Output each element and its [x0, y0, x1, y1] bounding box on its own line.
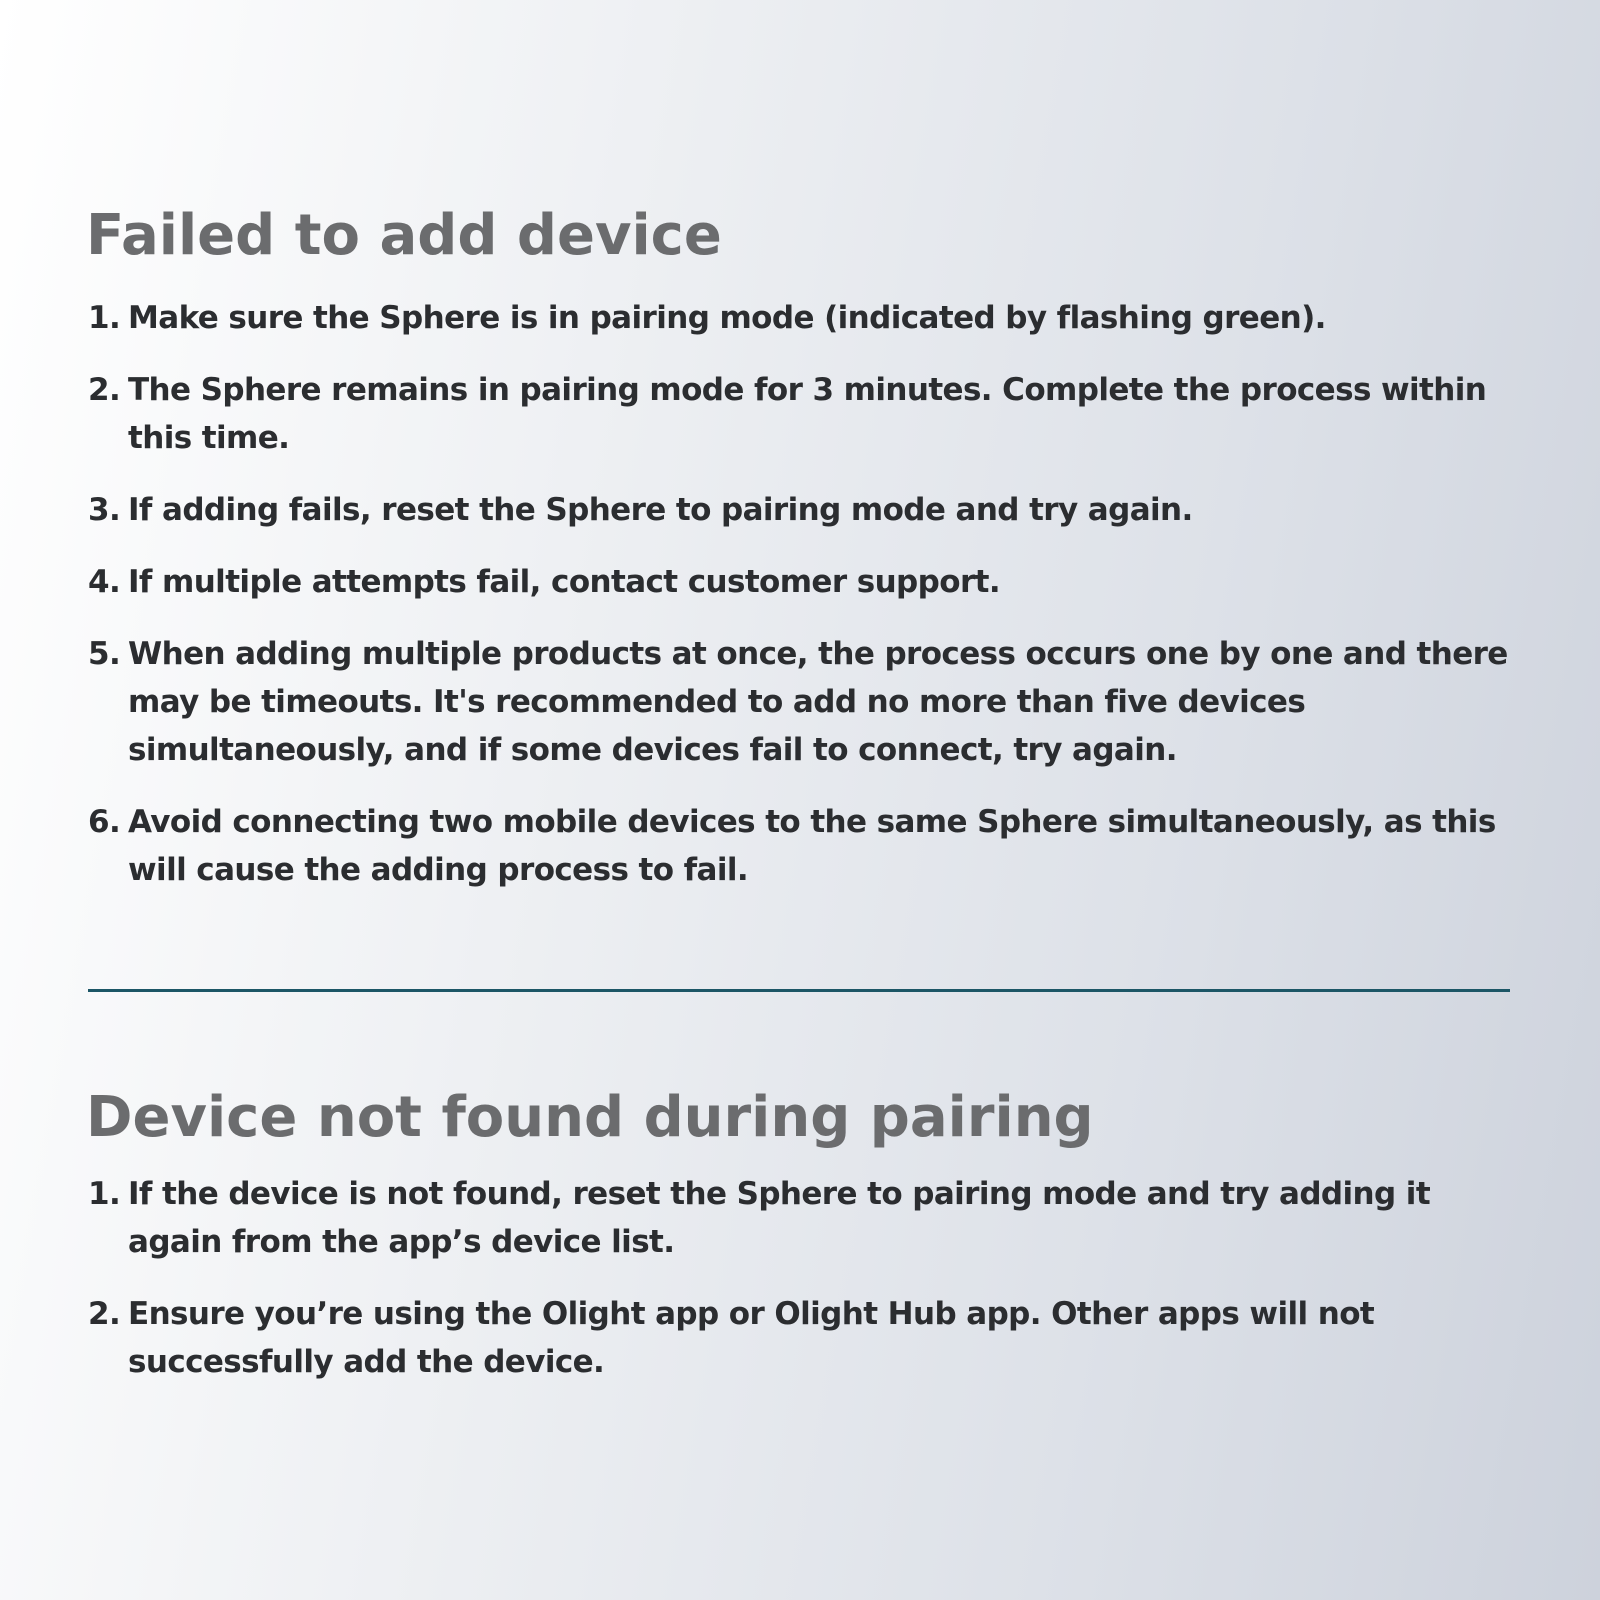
step-text: The Sphere remains in pairing mode for 3 minutes. Complete the process within this time. — [128, 372, 1487, 456]
section-title-failed-to-add: Failed to add device — [86, 203, 722, 268]
step-number: 1. — [88, 300, 121, 336]
step-number: 5. — [88, 636, 121, 672]
troubleshooting-page — [88, 0, 1512, 1600]
step-text: Ensure you’re using the Olight app or Olight Hub app. Other apps will not successfully add the device. — [128, 1296, 1375, 1380]
step-text: Make sure the Sphere is in pairing mode (indicated by flashing green). — [128, 300, 1326, 336]
section-title-device-not-found: Device not found during pairing — [86, 1085, 1094, 1150]
step-number: 6. — [88, 804, 121, 840]
step-text: If the device is not found, reset the Sphere to pairing mode and try adding it again from the app’s device list. — [128, 1176, 1431, 1260]
list-item — [88, 366, 1528, 462]
step-text: Avoid connecting two mobile devices to the same Sphere simultaneously, as this will cause the adding process to fail. — [128, 804, 1496, 888]
step-text: If adding fails, reset the Sphere to pairing mode and try again. — [128, 492, 1193, 528]
list-item — [88, 630, 1528, 774]
step-text: When adding multiple products at once, the process occurs one by one and there may be timeouts. It's recommended to add no more than five devices simultaneously, and if some devices fail to connect, try again. — [128, 636, 1508, 768]
step-number: 4. — [88, 564, 121, 600]
section-divider — [88, 989, 1510, 992]
list-item — [88, 1290, 1528, 1386]
device-not-found-steps — [88, 1170, 1528, 1410]
list-item — [88, 294, 1528, 342]
list-item — [88, 558, 1528, 606]
step-number: 1. — [88, 1176, 121, 1212]
list-item — [88, 486, 1528, 534]
step-number: 3. — [88, 492, 121, 528]
step-number: 2. — [88, 372, 121, 408]
failed-to-add-steps — [88, 294, 1528, 918]
step-number: 2. — [88, 1296, 121, 1332]
list-item — [88, 798, 1528, 894]
list-item — [88, 1170, 1528, 1266]
step-text: If multiple attempts fail, contact customer support. — [128, 564, 1001, 600]
